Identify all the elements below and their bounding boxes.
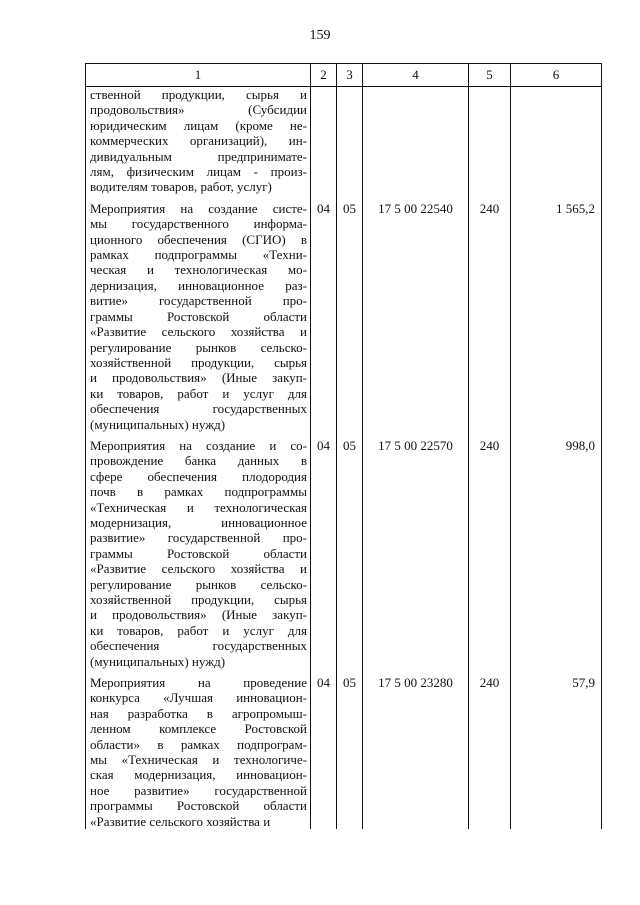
description-line: ки товаров, работ и услуг для [90,385,307,401]
description-line: ская модернизация, инновацион- [90,767,307,783]
row-target-article [363,87,469,195]
description-line: ческая и технологическая мо- [90,262,307,278]
row-section-code: 04 [311,195,337,432]
description-line: хозяйственной продукции, сырья [90,592,307,607]
description-line: юридическим лицам (кроме не- [90,117,307,133]
description-line: продовольствия» (Субсидии [90,102,307,118]
row-amount [511,87,602,195]
table-row [86,432,602,669]
row-target-article: 17 5 00 23280 [363,669,469,829]
row-subsection-code: 05 [337,432,363,669]
row-subsection-code: 05 [337,195,363,432]
description-line: лям, физическим лицам - произ- [90,164,307,180]
table-row [86,195,602,432]
row-amount: 57,9 [511,669,602,829]
header-col-3: 3 [337,64,363,87]
row-amount: 1 565,2 [511,195,602,432]
row-target-article: 17 5 00 22570 [363,432,469,669]
header-col-5: 5 [469,64,511,87]
description-line: мы государственного информа- [90,216,307,232]
description-line: сфере обеспечения плодородия [90,468,307,484]
description-line: обеспечения государственных [90,638,307,654]
row-section-code: 04 [311,669,337,829]
row-description [86,432,311,669]
description-line: «Развитие сельского хозяйства и [90,561,307,577]
row-subsection-code: 05 [337,669,363,829]
description-line: Мероприятия на проведение [90,675,307,691]
description-line: ное развитие» государственной [90,782,307,798]
description-line: ленном комплексе Ростовской [90,721,307,737]
description-line: программы Ростовской области [90,798,307,814]
description-line: области» в рамках подпрограм- [90,736,307,752]
description-line: дернизация, инновационное раз- [90,277,307,293]
row-expense-type: 240 [469,195,511,432]
description-line: коммерческих организаций), ин- [90,133,307,149]
description-line: и продовольствия» (Иные закуп- [90,607,307,623]
description-line: развитие» государственной про- [90,530,307,546]
row-expense-type: 240 [469,669,511,829]
row-description [86,87,311,195]
budget-table [85,63,602,829]
description-line: регулирование рынков сельско- [90,576,307,592]
description-line: почв в рамках подпрограммы [90,484,307,500]
row-expense-type: 240 [469,432,511,669]
description-line: провождение банка данных в [90,453,307,469]
description-line: мы «Техническая и технологиче- [90,752,307,768]
description-line: обеспечения государственных [90,401,307,417]
row-section-code: 04 [311,432,337,669]
header-col-4: 4 [363,64,469,87]
page-number: 159 [309,28,331,43]
description-line: ционного обеспечения (СГИО) в [90,231,307,247]
row-expense-type [469,87,511,195]
row-section-code [311,87,337,195]
row-target-article: 17 5 00 22540 [363,195,469,432]
header-col-2: 2 [311,64,337,87]
description-line: конкурса «Лучшая инновацион- [90,690,307,706]
header-col-1: 1 [86,64,311,87]
description-line: «Развитие сельского хозяйства и [90,813,271,829]
description-line: ная разработка в агропромыш- [90,705,307,721]
description-line: хозяйственной продукции, сырья [90,354,307,370]
row-description [86,195,311,432]
description-line: Мероприятия на создание систе- [90,200,307,216]
description-line: и продовольствия» (Иные закуп- [90,370,307,386]
description-line: (муниципальных) нужд) [90,653,226,669]
description-line: ки товаров, работ и услуг для [90,622,307,638]
description-line: граммы Ростовской области [90,308,307,324]
description-line: «Развитие сельского хозяйства и [90,324,307,340]
description-line: витие» государственной про- [90,293,307,309]
row-subsection-code [337,87,363,195]
description-line: водителям товаров, работ, услуг) [90,179,272,195]
description-line: регулирование рынков сельско- [90,339,307,355]
table-header-row [86,64,602,87]
description-line: «Техническая и технологическая [90,499,307,515]
header-col-6: 6 [511,64,602,87]
description-line: дивидуальным предпринимате- [90,148,307,164]
description-line: модернизация, инновационное [90,514,307,530]
row-amount: 998,0 [511,432,602,669]
description-line: Мероприятия на создание и со- [90,437,307,453]
row-description [86,669,311,829]
table-row [86,87,602,195]
description-line: рамках подпрограммы «Техни- [90,247,307,263]
description-line: граммы Ростовской области [90,545,307,561]
table-row [86,669,602,829]
description-line: (муниципальных) нужд) [90,416,226,432]
description-line: ственной продукции, сырья и [90,87,307,102]
